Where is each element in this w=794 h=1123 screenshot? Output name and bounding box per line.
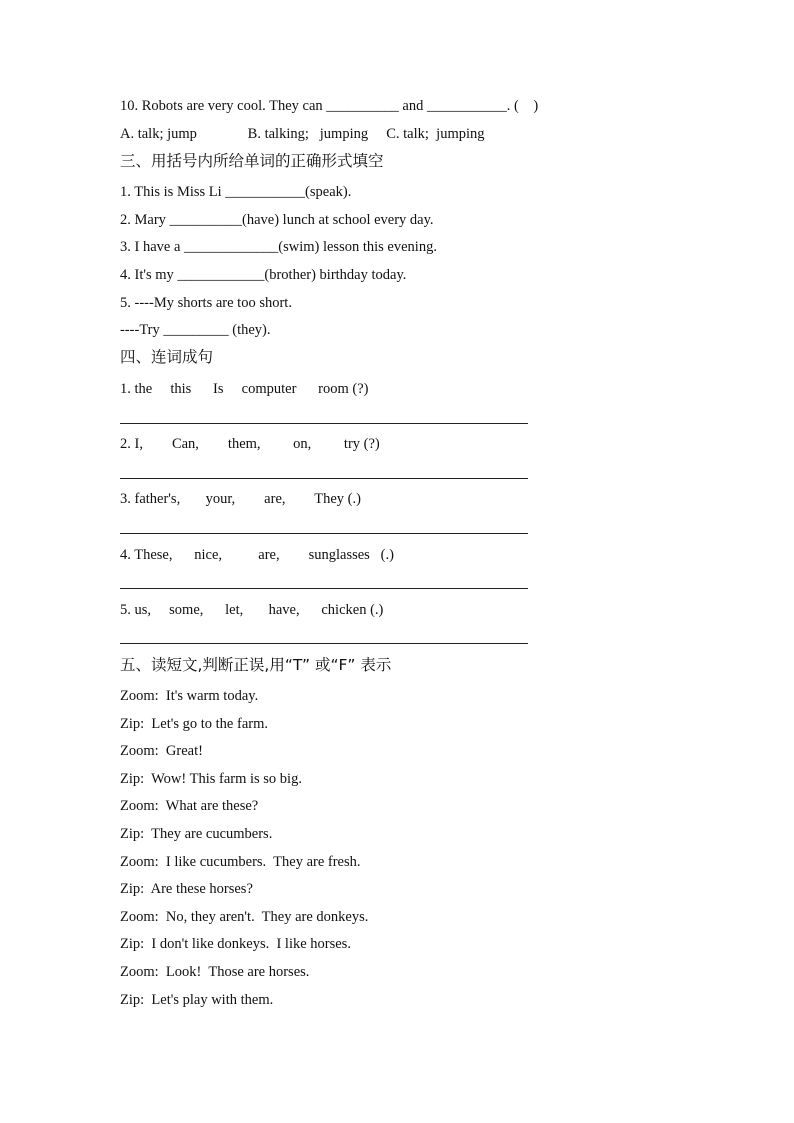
dialogue-line: Zip: Let's play with them.: [120, 992, 274, 1008]
answer-line-1: [120, 423, 528, 424]
dialogue-line: Zip: Wow! This farm is so big.: [120, 771, 302, 787]
section-4-item-1: 1. the this Is computer room (?): [120, 381, 369, 397]
dialogue-line: Zip: I don't like donkeys. I like horses.: [120, 936, 351, 952]
section-3-item-5-reply: ----Try _________ (they).: [120, 322, 271, 338]
section-4-item-5: 5. us, some, let, have, chicken (.): [120, 602, 384, 618]
answer-line-5: [120, 643, 528, 644]
dialogue-line: Zip: They are cucumbers.: [120, 826, 273, 842]
section-3-heading: 三、用括号内所给单词的正确形式填空: [120, 152, 384, 170]
answer-line-4: [120, 588, 528, 589]
dialogue-line: Zoom: Great!: [120, 743, 203, 759]
dialogue-line: Zip: Are these horses?: [120, 881, 253, 897]
dialogue-line: Zip: Let's go to the farm.: [120, 716, 268, 732]
dialogue-line: Zoom: Look! Those are horses.: [120, 964, 310, 980]
dialogue-line: Zoom: It's warm today.: [120, 688, 259, 704]
section-3-item-5: 5. ----My shorts are too short.: [120, 295, 292, 311]
answer-line-2: [120, 478, 528, 479]
question-10-stem: 10. Robots are very cool. They can __________ and ___________. ( ): [120, 98, 539, 114]
section-4-item-3: 3. father's, your, are, They (.): [120, 491, 361, 507]
dialogue-line: Zoom: What are these?: [120, 798, 259, 814]
answer-line-3: [120, 533, 528, 534]
section-3-item-4: 4. It's my ____________(brother) birthday today.: [120, 267, 407, 283]
section-3-item-3: 3. I have a _____________(swim) lesson this evening.: [120, 239, 437, 255]
section-4-heading: 四、连词成句: [120, 348, 214, 366]
section-4-item-2: 2. I, Can, them, on, try (?): [120, 436, 380, 452]
section-5-heading: 五、读短文,判断正误,用“T” 或“F” 表示: [120, 656, 392, 674]
dialogue-line: Zoom: No, they aren't. They are donkeys.: [120, 909, 369, 925]
question-10-options: A. talk; jump B. talking; jumping C. talk; jumping: [120, 126, 485, 142]
section-3-item-1: 1. This is Miss Li ___________(speak).: [120, 184, 352, 200]
dialogue-line: Zoom: I like cucumbers. They are fresh.: [120, 854, 361, 870]
section-4-item-4: 4. These, nice, are, sunglasses (.): [120, 547, 394, 563]
section-3-item-2: 2. Mary __________(have) lunch at school every day.: [120, 212, 434, 228]
